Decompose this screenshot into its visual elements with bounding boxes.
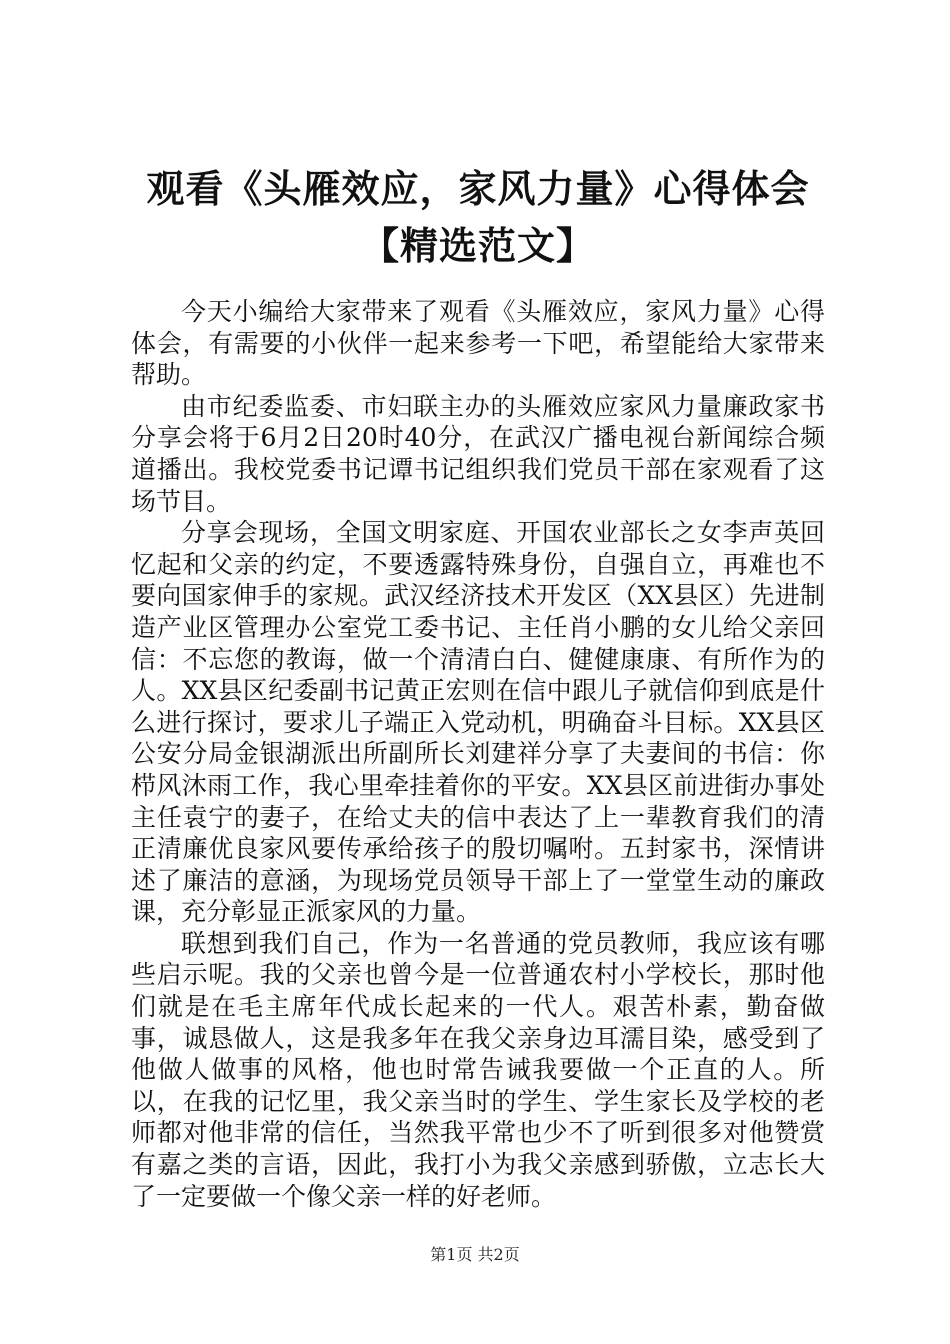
paragraph-letters: 分享会现场，全国文明家庭、开国农业部长之女李声英回忆起和父亲的约定，不要透露特殊身份，自强自立，再难也不要向国家伸手的家规。武汉经济技术开发区（XX县区）先进制造产业区管理办公室党工委书记、主任肖小鹏的女儿给父亲回信：不忘您的教诲，做一个清清白白、健健康康、有所作为的人。XX县区纪委副书记黄正宏则在信中跟儿子就信仰到底是什么进行探讨，要求儿子端正入党动机，明确奋斗目标。XX县区公安分局金银湖派出所副所长刘建祥分享了夫妻间的书信：你栉风沐雨工作，我心里牵挂着你的平安。XX县区前进街办事处主任袁宁的妻子，在给丈夫的信中表达了上一辈教育我们的清正清廉优良家风要传承给孩子的殷切嘱咐。五封家书，深情讲述了廉洁的意涵，为现场党员领导干部上了一堂堂生动的廉政课，充分彰显正派家风的力量。 xyxy=(131,518,825,927)
paragraph-intro: 今天小编给大家带来了观看《头雁效应，家风力量》心得体会，有需要的小伙伴一起来参考一下吧，希望能给大家带来帮助。 xyxy=(131,297,825,390)
document-body xyxy=(131,296,825,1212)
page-footer: 第1页 共2页 xyxy=(430,1245,520,1264)
paragraph-event: 由市纪委监委、市妇联主办的头雁效应家风力量廉政家书分享会将于6月2日20时40分，在武汉广播电视台新闻综合频道播出。我校党委书记谭书记组织我们党员干部在家观看了这场节目。 xyxy=(131,391,825,516)
document-title: 观看《头雁效应，家风力量》心得体会【精选范文】 xyxy=(146,166,810,268)
paragraph-reflection: 联想到我们自己，作为一名普通的党员教师，我应该有哪些启示呢。我的父亲也曾今是一位普通农村小学校长，那时他们就是在毛主席年代成长起来的一代人。艰苦朴素，勤奋做事，诚恳做人，这是我多年在我父亲身边耳濡目染，感受到了他做人做事的风格，他也时常告诫我要做一个正直的人。所以，在我的记忆里，我父亲当时的学生、学生家长及学校的老师都对他非常的信任，当然我平常也少不了听到很多对他赞赏有嘉之类的言语，因此，我打小为我父亲感到骄傲，立志长大了一定要做一个像父亲一样的好老师。 xyxy=(131,928,825,1211)
